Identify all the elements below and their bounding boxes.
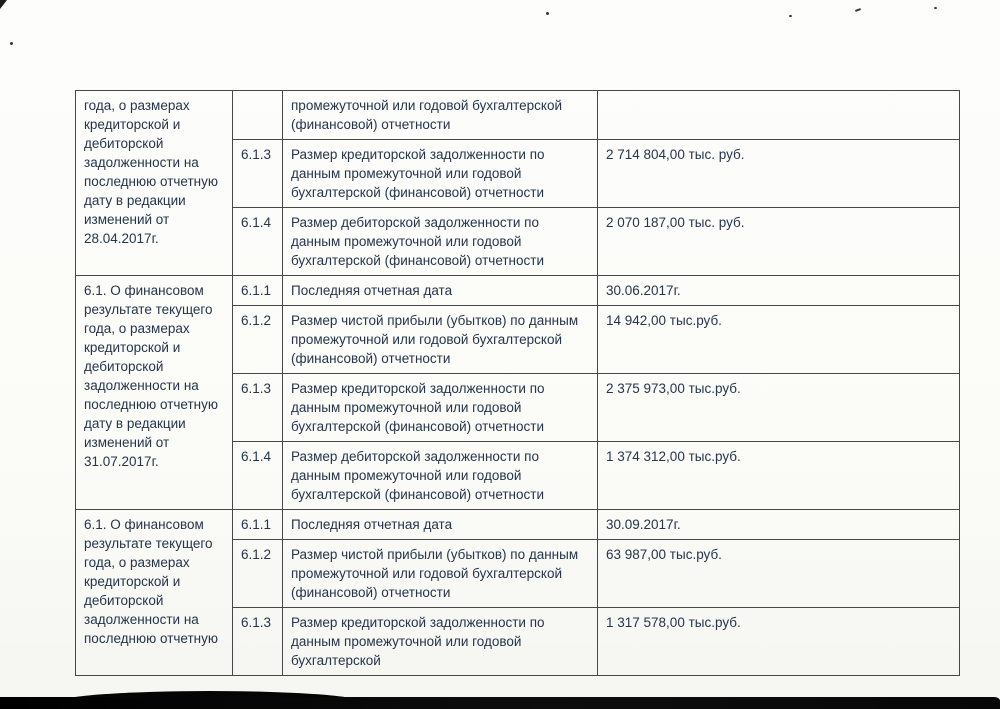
scan-speck (934, 7, 937, 9)
item-value-cell (598, 91, 960, 140)
item-description-cell: Размер кредиторской задолженности по данным промежуточной или годовой бухгалтерской (283, 608, 598, 676)
table-group (76, 510, 960, 676)
item-number-cell: 6.1.3 (233, 140, 283, 208)
item-number-cell: 6.1.1 (233, 276, 283, 306)
item-description-cell: Размер дебиторской задолженности по данным промежуточной или годовой бухгалтерской (финансовой) отчетности (283, 442, 598, 510)
item-number-cell: 6.1.2 (233, 306, 283, 374)
table-row (76, 510, 960, 540)
item-value-cell: 14 942,00 тыс.руб. (598, 306, 960, 374)
item-number-cell (233, 91, 283, 140)
scan-speck (10, 42, 13, 45)
item-number-cell: 6.1.1 (233, 510, 283, 540)
item-description-cell: Последняя отчетная дата (283, 510, 598, 540)
table-group (76, 91, 960, 276)
item-value-cell: 63 987,00 тыс.руб. (598, 540, 960, 608)
item-description-cell: Размер чистой прибыли (убытков) по данным промежуточной или годовой бухгалтерской (финансовой) отчетности (283, 540, 598, 608)
section-cell: года, о размерах кредиторской и дебиторской задолженности на последнюю отчетную дату в редакции изменений от 28.04.2017г. (76, 91, 233, 276)
scan-speck (855, 8, 861, 12)
item-value-cell: 1 374 312,00 тыс.руб. (598, 442, 960, 510)
item-number-cell: 6.1.4 (233, 208, 283, 276)
item-number-cell: 6.1.3 (233, 374, 283, 442)
item-description-cell: промежуточной или годовой бухгалтерской (финансовой) отчетности (283, 91, 598, 140)
item-value-cell: 2 714 804,00 тыс. руб. (598, 140, 960, 208)
item-number-cell: 6.1.4 (233, 442, 283, 510)
scan-bottom-edge (0, 697, 1000, 709)
item-description-cell: Размер дебиторской задолженности по данным промежуточной или годовой бухгалтерской (финансовой) отчетности (283, 208, 598, 276)
item-value-cell: 30.06.2017г. (598, 276, 960, 306)
item-value-cell: 2 375 973,00 тыс.руб. (598, 374, 960, 442)
section-cell: 6.1. О финансовом результате текущего года, о размерах кредиторской и дебиторской задолженности на последнюю отчетную (76, 510, 233, 676)
table-row (76, 276, 960, 306)
scan-speck (546, 12, 549, 15)
item-description-cell: Последняя отчетная дата (283, 276, 598, 306)
scan-corner-artifact (0, 0, 7, 9)
section-cell: 6.1. О финансовом результате текущего года, о размерах кредиторской и дебиторской задолженности на последнюю отчетную дату в редакции изменений от 31.07.2017г. (76, 276, 233, 510)
item-number-cell: 6.1.3 (233, 608, 283, 676)
item-value-cell: 2 070 187,00 тыс. руб. (598, 208, 960, 276)
item-value-cell: 1 317 578,00 тыс.руб. (598, 608, 960, 676)
table-group (76, 276, 960, 510)
table-row (76, 91, 960, 140)
item-number-cell: 6.1.2 (233, 540, 283, 608)
item-description-cell: Размер чистой прибыли (убытков) по данным промежуточной или годовой бухгалтерской (финансовой) отчетности (283, 306, 598, 374)
item-description-cell: Размер кредиторской задолженности по данным промежуточной или годовой бухгалтерской (финансовой) отчетности (283, 374, 598, 442)
report-table (75, 90, 960, 676)
item-value-cell: 30.09.2017г. (598, 510, 960, 540)
scan-speck (789, 15, 792, 17)
item-description-cell: Размер кредиторской задолженности по данным промежуточной или годовой бухгалтерской (финансовой) отчетности (283, 140, 598, 208)
